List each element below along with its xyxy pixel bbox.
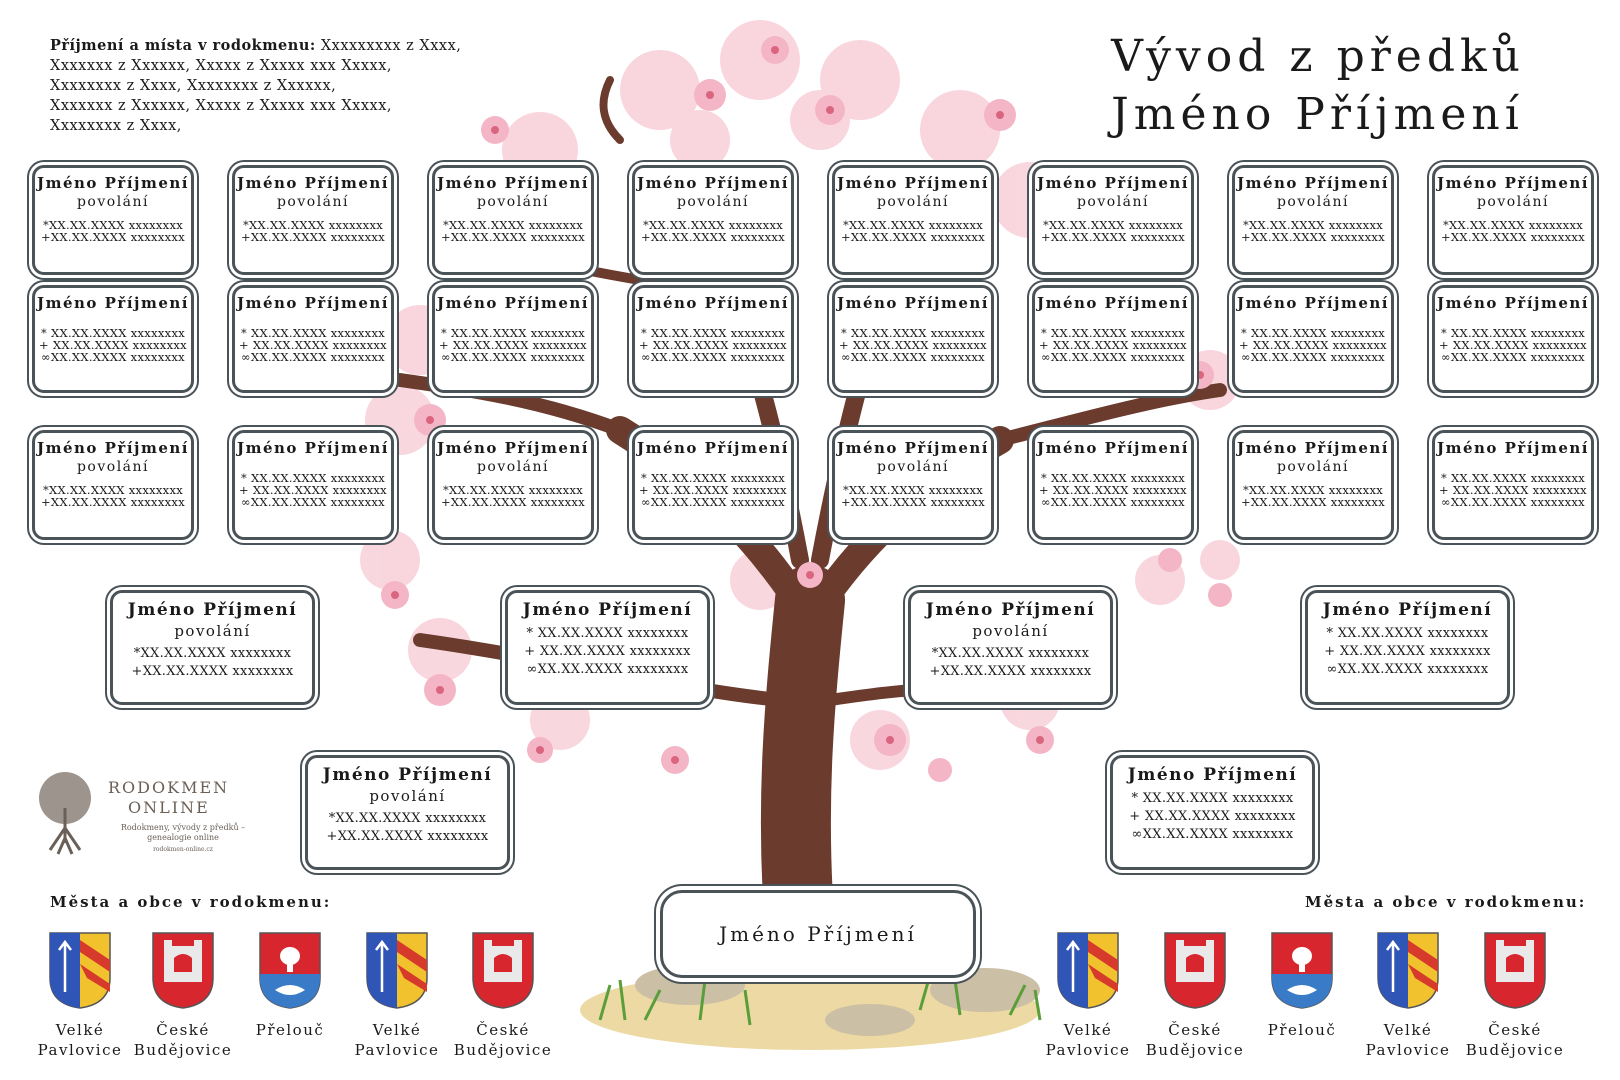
ancestor-died: +XX.XX.XXXX xxxxxxxx xyxy=(1241,230,1385,244)
red-castle-lion-crest xyxy=(1465,930,1565,1010)
ancestor-occupation: povolání xyxy=(1476,194,1550,210)
root-person-name: Jméno Příjmení xyxy=(719,922,917,946)
town-name-line2: Pavlovice xyxy=(1365,1041,1451,1059)
ancestor-card[interactable] xyxy=(232,430,394,540)
ancestor-name: Jméno Příjmení xyxy=(1127,765,1298,785)
ancestor-name: Jméno Příjmení xyxy=(637,439,789,457)
town-crest-item xyxy=(1145,930,1245,1060)
blue-yellow-stripes-crest xyxy=(30,930,130,1010)
ancestor-name: Jméno Příjmení xyxy=(837,439,989,457)
title-line1: Vývod z předků xyxy=(1111,31,1525,82)
ancestor-born: * XX.XX.XXXX xxxxxxxx xyxy=(526,626,689,641)
ancestor-married: ∞XX.XX.XXXX xxxxxxxx xyxy=(241,350,385,364)
ancestor-born: *XX.XX.XXXX xxxxxxxx xyxy=(442,218,584,232)
town-crest-item xyxy=(1465,930,1565,1060)
ancestor-card[interactable] xyxy=(832,285,994,393)
town-name-line2: Pavlovice xyxy=(37,1041,123,1059)
ancestor-name: Jméno Příjmení xyxy=(1237,439,1389,457)
ancestor-born: *XX.XX.XXXX xxxxxxxx xyxy=(1442,218,1584,232)
ancestor-married: ∞XX.XX.XXXX xxxxxxxx xyxy=(526,662,689,677)
town-name-line1: České xyxy=(1488,1021,1542,1039)
ancestor-card[interactable] xyxy=(908,590,1113,705)
ancestor-name: Jméno Příjmení xyxy=(837,174,989,192)
ancestor-died: + XX.XX.XXXX xxxxxxxx xyxy=(1039,483,1187,497)
ancestor-occupation: povolání xyxy=(76,194,150,210)
ancestor-name: Jméno Příjmení xyxy=(1437,294,1589,312)
ancestor-card[interactable] xyxy=(232,165,394,275)
ancestor-card[interactable] xyxy=(432,285,594,393)
ancestor-died: +XX.XX.XXXX xxxxxxxx xyxy=(1041,230,1185,244)
ancestor-card[interactable] xyxy=(32,285,194,393)
ancestor-married: ∞XX.XX.XXXX xxxxxxxx xyxy=(441,350,585,364)
town-name-line2: Pavlovice xyxy=(354,1041,440,1059)
ancestor-name: Jméno Příjmení xyxy=(237,174,389,192)
ancestor-married: ∞XX.XX.XXXX xxxxxxxx xyxy=(841,350,985,364)
ancestor-born: * XX.XX.XXXX xxxxxxxx xyxy=(1240,326,1386,340)
ancestor-name: Jméno Příjmení xyxy=(237,439,389,457)
ancestor-died: + XX.XX.XXXX xxxxxxxx xyxy=(239,338,387,352)
town-name-line2: Pavlovice xyxy=(1045,1041,1131,1059)
ancestor-married: ∞XX.XX.XXXX xxxxxxxx xyxy=(241,495,385,509)
ancestor-born: *XX.XX.XXXX xxxxxxxx xyxy=(1042,218,1184,232)
town-name xyxy=(1358,1020,1458,1060)
town-name-line1: Velké xyxy=(372,1021,422,1039)
ancestor-occupation: povolání xyxy=(876,459,950,475)
red-castle-lion-crest xyxy=(1145,930,1245,1010)
ancestor-name: Jméno Příjmení xyxy=(1037,439,1189,457)
ancestor-card[interactable] xyxy=(1432,430,1594,540)
ancestor-name: Jméno Příjmení xyxy=(437,439,589,457)
ancestor-occupation: povolání xyxy=(476,194,550,210)
ancestor-name: Jméno Příjmení xyxy=(522,600,693,620)
ancestor-died: + XX.XX.XXXX xxxxxxxx xyxy=(1439,338,1587,352)
town-name-line1: České xyxy=(476,1021,530,1039)
ancestor-died: + XX.XX.XXXX xxxxxxxx xyxy=(839,338,987,352)
blue-yellow-stripes-crest xyxy=(1038,930,1138,1010)
ancestor-married: ∞XX.XX.XXXX xxxxxxxx xyxy=(1441,495,1585,509)
ancestor-card[interactable] xyxy=(432,430,594,540)
town-name-line1: Velké xyxy=(55,1021,105,1039)
surnames-line: Xxxxxxxxx z Xxxx, xyxy=(320,38,462,54)
ancestor-card[interactable] xyxy=(1432,285,1594,393)
ancestor-born: *XX.XX.XXXX xxxxxxxx xyxy=(242,218,384,232)
ancestor-died: + XX.XX.XXXX xxxxxxxx xyxy=(439,338,587,352)
ancestor-card[interactable] xyxy=(632,285,794,393)
ancestor-married: ∞XX.XX.XXXX xxxxxxxx xyxy=(641,350,785,364)
town-crest-item xyxy=(347,930,447,1060)
ancestor-died: + XX.XX.XXXX xxxxxxxx xyxy=(1324,644,1491,659)
ancestor-born: *XX.XX.XXXX xxxxxxxx xyxy=(1242,483,1384,497)
town-name-line2: Budějovice xyxy=(133,1041,233,1059)
ancestor-died: + XX.XX.XXXX xxxxxxxx xyxy=(639,483,787,497)
ancestor-occupation: povolání xyxy=(1276,194,1350,210)
ancestor-married: ∞XX.XX.XXXX xxxxxxxx xyxy=(1131,827,1294,842)
ancestor-card[interactable] xyxy=(232,285,394,393)
surnames-line: Xxxxxxx z Xxxxxx, Xxxxx z Xxxxx xxx Xxxxx, xyxy=(50,98,392,114)
ancestor-died: + XX.XX.XXXX xxxxxxxx xyxy=(1239,338,1387,352)
red-castle-lion-crest xyxy=(133,930,233,1010)
ancestor-died: +XX.XX.XXXX xxxxxxxx xyxy=(841,495,985,509)
ancestor-married: ∞XX.XX.XXXX xxxxxxxx xyxy=(41,350,185,364)
ancestor-card[interactable] xyxy=(632,430,794,540)
ancestor-died: +XX.XX.XXXX xxxxxxxx xyxy=(326,829,489,844)
ancestor-born: *XX.XX.XXXX xxxxxxxx xyxy=(931,646,1090,661)
title-line2: Jméno Příjmení xyxy=(1111,89,1524,140)
ancestor-occupation: povolání xyxy=(476,459,550,475)
ancestor-occupation: povolání xyxy=(276,194,350,210)
ancestor-card[interactable] xyxy=(1232,165,1394,275)
ancestor-name: Jméno Příjmení xyxy=(37,174,189,192)
ancestor-born: *XX.XX.XXXX xxxxxxxx xyxy=(642,218,784,232)
rodokmen-online-logo[interactable] xyxy=(30,768,260,858)
town-name xyxy=(1038,1020,1138,1060)
town-name xyxy=(1145,1020,1245,1060)
logo-tagline: Rodokmeny, vývody z předků – genealogie online xyxy=(120,823,246,842)
red-chalice-fish-crest xyxy=(1252,930,1352,1010)
ancestor-card[interactable] xyxy=(432,165,594,275)
town-name xyxy=(30,1020,130,1060)
ancestor-born: *XX.XX.XXXX xxxxxxxx xyxy=(328,811,487,826)
town-name xyxy=(453,1020,553,1060)
ancestor-name: Jméno Příjmení xyxy=(1437,439,1589,457)
ancestor-died: +XX.XX.XXXX xxxxxxxx xyxy=(41,230,185,244)
ancestor-born: *XX.XX.XXXX xxxxxxxx xyxy=(42,483,184,497)
red-castle-lion-crest xyxy=(453,930,553,1010)
ancestor-died: +XX.XX.XXXX xxxxxxxx xyxy=(841,230,985,244)
ancestor-born: * XX.XX.XXXX xxxxxxxx xyxy=(1326,626,1489,641)
ancestor-died: + XX.XX.XXXX xxxxxxxx xyxy=(1039,338,1187,352)
surnames-line: Xxxxxxxx z Xxxx, xyxy=(50,118,182,134)
ancestor-name: Jméno Příjmení xyxy=(1437,174,1589,192)
town-crest-item xyxy=(1038,930,1138,1060)
towns-label-right: Města a obce v rodokmenu: xyxy=(1305,893,1587,911)
town-name-line2: Budějovice xyxy=(453,1041,553,1059)
ancestor-born: *XX.XX.XXXX xxxxxxxx xyxy=(842,483,984,497)
ancestor-occupation: povolání xyxy=(174,622,251,640)
town-crest-item xyxy=(453,930,553,1060)
ancestor-married: ∞XX.XX.XXXX xxxxxxxx xyxy=(641,495,785,509)
town-name-line1: Přelouč xyxy=(255,1021,325,1039)
town-name-line1: Přelouč xyxy=(1267,1021,1337,1039)
ancestor-card[interactable] xyxy=(832,165,994,275)
ancestor-married: ∞XX.XX.XXXX xxxxxxxx xyxy=(1041,495,1185,509)
ancestor-name: Jméno Příjmení xyxy=(1237,174,1389,192)
ancestor-name: Jméno Příjmení xyxy=(37,439,189,457)
towns-label-left: Města a obce v rodokmenu: xyxy=(50,893,332,911)
ancestor-died: +XX.XX.XXXX xxxxxxxx xyxy=(441,230,585,244)
ancestor-name: Jméno Příjmení xyxy=(837,294,989,312)
town-name xyxy=(347,1020,447,1060)
ancestor-married: ∞XX.XX.XXXX xxxxxxxx xyxy=(1041,350,1185,364)
ancestor-died: +XX.XX.XXXX xxxxxxxx xyxy=(929,664,1092,679)
ancestor-card[interactable] xyxy=(505,590,710,705)
ancestor-born: * XX.XX.XXXX xxxxxxxx xyxy=(240,471,386,485)
ancestor-card[interactable] xyxy=(32,430,194,540)
ancestor-died: + XX.XX.XXXX xxxxxxxx xyxy=(239,483,387,497)
ancestor-name: Jméno Příjmení xyxy=(925,600,1096,620)
root-person-card[interactable] xyxy=(660,890,976,978)
ancestor-died: +XX.XX.XXXX xxxxxxxx xyxy=(641,230,785,244)
ancestor-card[interactable] xyxy=(632,165,794,275)
ancestor-born: * XX.XX.XXXX xxxxxxxx xyxy=(640,326,786,340)
ancestor-name: Jméno Příjmení xyxy=(1037,174,1189,192)
ancestor-name: Jméno Příjmení xyxy=(237,294,389,312)
ancestor-card[interactable] xyxy=(305,755,510,870)
town-crest-item xyxy=(1358,930,1458,1060)
surnames-line: Xxxxxxxx z Xxxx, Xxxxxxxx z Xxxxxx, xyxy=(50,78,337,94)
ancestor-born: *XX.XX.XXXX xxxxxxxx xyxy=(842,218,984,232)
ancestor-born: * XX.XX.XXXX xxxxxxxx xyxy=(440,326,586,340)
ancestor-born: * XX.XX.XXXX xxxxxxxx xyxy=(240,326,386,340)
ancestor-married: ∞XX.XX.XXXX xxxxxxxx xyxy=(1326,662,1489,677)
ancestor-name: Jméno Příjmení xyxy=(637,174,789,192)
town-crest-item xyxy=(240,930,340,1040)
town-name-line1: České xyxy=(156,1021,210,1039)
ancestor-name: Jméno Příjmení xyxy=(322,765,493,785)
ancestor-card[interactable] xyxy=(32,165,194,275)
ancestor-born: * XX.XX.XXXX xxxxxxxx xyxy=(1440,471,1586,485)
ancestor-occupation: povolání xyxy=(876,194,950,210)
ancestor-died: + XX.XX.XXXX xxxxxxxx xyxy=(639,338,787,352)
ancestor-name: Jméno Příjmení xyxy=(127,600,298,620)
ancestor-born: * XX.XX.XXXX xxxxxxxx xyxy=(1040,326,1186,340)
ancestor-born: *XX.XX.XXXX xxxxxxxx xyxy=(1242,218,1384,232)
ancestor-died: + XX.XX.XXXX xxxxxxxx xyxy=(1439,483,1587,497)
town-name-line2: Budějovice xyxy=(1465,1041,1565,1059)
ancestor-card[interactable] xyxy=(1432,165,1594,275)
ancestor-name: Jméno Příjmení xyxy=(1037,294,1189,312)
ancestor-died: +XX.XX.XXXX xxxxxxxx xyxy=(41,495,185,509)
town-name-line1: Velké xyxy=(1383,1021,1433,1039)
ancestor-card[interactable] xyxy=(1032,165,1194,275)
ancestor-name: Jméno Příjmení xyxy=(1322,600,1493,620)
town-name xyxy=(1252,1020,1352,1040)
ancestor-born: *XX.XX.XXXX xxxxxxxx xyxy=(442,483,584,497)
ancestor-occupation: povolání xyxy=(972,622,1049,640)
ancestor-name: Jméno Příjmení xyxy=(37,294,189,312)
town-name xyxy=(1465,1020,1565,1060)
ancestor-died: +XX.XX.XXXX xxxxxxxx xyxy=(241,230,385,244)
ancestor-name: Jméno Příjmení xyxy=(637,294,789,312)
logo-line2: ONLINE xyxy=(128,798,210,817)
ancestor-card[interactable] xyxy=(1232,430,1394,540)
blue-yellow-stripes-crest xyxy=(347,930,447,1010)
ancestor-card[interactable] xyxy=(110,590,315,705)
town-name-line1: Velké xyxy=(1063,1021,1113,1039)
ancestor-died: +XX.XX.XXXX xxxxxxxx xyxy=(441,495,585,509)
page-title xyxy=(1111,28,1525,144)
town-name xyxy=(240,1020,340,1040)
ancestor-died: + XX.XX.XXXX xxxxxxxx xyxy=(524,644,691,659)
town-crest-item xyxy=(133,930,233,1060)
ancestor-card[interactable] xyxy=(1232,285,1394,393)
red-chalice-fish-crest xyxy=(240,930,340,1010)
ancestor-occupation: povolání xyxy=(76,459,150,475)
ancestor-card[interactable] xyxy=(1032,285,1194,393)
ancestor-born: * XX.XX.XXXX xxxxxxxx xyxy=(840,326,986,340)
surnames-label: Příjmení a místa v rodokmenu: xyxy=(50,37,316,54)
ancestor-name: Jméno Příjmení xyxy=(437,294,589,312)
town-crest-item xyxy=(1252,930,1352,1040)
town-name-line1: České xyxy=(1168,1021,1222,1039)
surnames-line: Xxxxxxx z Xxxxxx, Xxxxx z Xxxxx xxx Xxxxx, xyxy=(50,58,392,74)
ancestor-died: + XX.XX.XXXX xxxxxxxx xyxy=(1129,809,1296,824)
ancestor-born: * XX.XX.XXXX xxxxxxxx xyxy=(1440,326,1586,340)
ancestor-card[interactable] xyxy=(832,430,994,540)
ancestor-name: Jméno Příjmení xyxy=(437,174,589,192)
ancestor-died: +XX.XX.XXXX xxxxxxxx xyxy=(1241,495,1385,509)
ancestor-card[interactable] xyxy=(1032,430,1194,540)
ancestor-died: + XX.XX.XXXX xxxxxxxx xyxy=(39,338,187,352)
ancestor-born: *XX.XX.XXXX xxxxxxxx xyxy=(133,646,292,661)
surnames-list xyxy=(50,36,610,136)
town-name xyxy=(133,1020,233,1060)
ancestor-born: * XX.XX.XXXX xxxxxxxx xyxy=(1040,471,1186,485)
ancestor-born: * XX.XX.XXXX xxxxxxxx xyxy=(640,471,786,485)
ancestor-name: Jméno Příjmení xyxy=(1237,294,1389,312)
ancestor-married: ∞XX.XX.XXXX xxxxxxxx xyxy=(1441,350,1585,364)
ancestor-occupation: povolání xyxy=(676,194,750,210)
logo-line1: RODOKMEN xyxy=(108,778,230,797)
town-crest-item xyxy=(30,930,130,1060)
ancestor-died: +XX.XX.XXXX xxxxxxxx xyxy=(131,664,294,679)
tree-logo-icon xyxy=(30,768,100,858)
ancestor-died: +XX.XX.XXXX xxxxxxxx xyxy=(1441,230,1585,244)
town-name-line2: Budějovice xyxy=(1145,1041,1245,1059)
ancestor-occupation: povolání xyxy=(1076,194,1150,210)
ancestor-occupation: povolání xyxy=(369,787,446,805)
ancestor-born: *XX.XX.XXXX xxxxxxxx xyxy=(42,218,184,232)
ancestor-occupation: povolání xyxy=(1276,459,1350,475)
ancestor-married: ∞XX.XX.XXXX xxxxxxxx xyxy=(1241,350,1385,364)
ancestor-card[interactable] xyxy=(1110,755,1315,870)
ancestor-card[interactable] xyxy=(1305,590,1510,705)
blue-yellow-stripes-crest xyxy=(1358,930,1458,1010)
ancestor-born: * XX.XX.XXXX xxxxxxxx xyxy=(1131,791,1294,806)
ancestor-born: * XX.XX.XXXX xxxxxxxx xyxy=(40,326,186,340)
logo-url: rodokmen-online.cz xyxy=(153,846,213,853)
